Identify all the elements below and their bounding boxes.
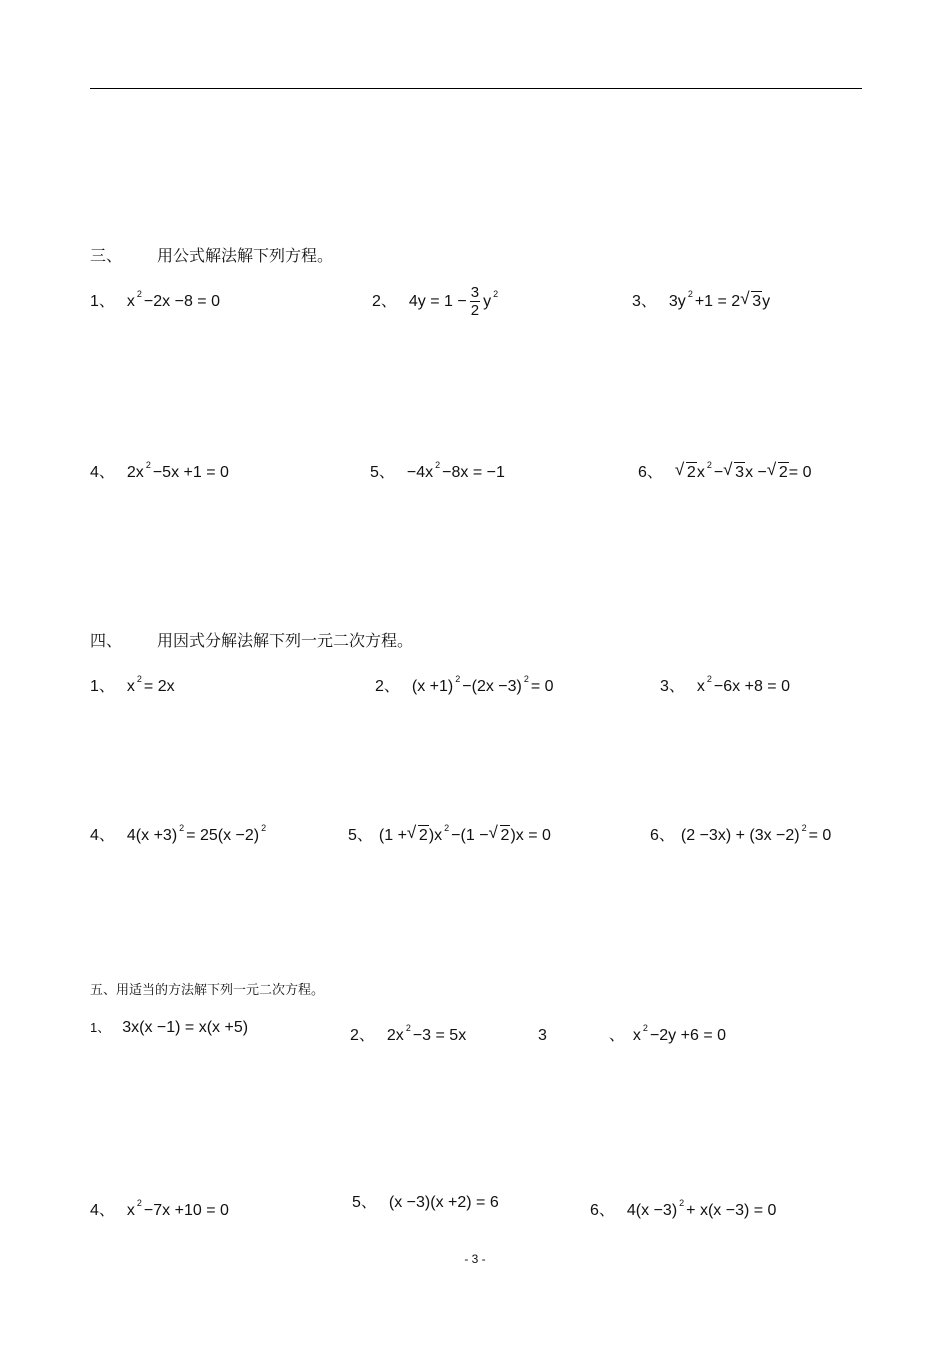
section-3-title: 用公式解法解下列方程。 [157,246,334,265]
s3-problem-5: 5、 −4x $^2$ −8x = −1 [370,460,505,481]
s4-p1-index: 1、 [90,678,115,695]
s4-p1-rest: = 2x [143,678,175,695]
s3-p3-term: 3y [668,293,686,310]
s5-p3-rest: −2y +6 = 0 [649,1027,726,1044]
s3-p6-sqrt-1 [676,462,697,483]
s4-problem-5: 5、 (1 +√ 2)x $^2$ −(1 −√ 2)x = 0 [348,818,551,846]
s3-p2-fraction [470,284,480,319]
s4-p5-sqrt-1 [408,825,429,846]
s5-p2-index: 2、 [350,1027,375,1044]
s4-p5-index: 5、 [348,827,373,844]
page-number: - 3 - [464,1252,486,1266]
s4-p6-rest: = 0 [808,827,832,844]
s4-p1-term: x [126,678,135,695]
s3-p6-sqrt-3 [768,462,789,483]
s3-p5-term: −4x [406,464,434,481]
s3-p2-term: 4y = 1 − [408,293,467,310]
s4-p3-rest: −6x +8 = 0 [713,678,790,695]
s3-p6-sqrt-2 [724,462,745,483]
s5-problem-5 [352,1193,499,1213]
s4-p6-index: 6、 [650,827,675,844]
s5-problem-1 [90,1018,248,1038]
s4-p5-mid-1: )x [428,827,443,844]
s3-problem-2: 2、 4y = 1 − $\frac{3}{2}$ y $^2$ [372,284,499,320]
s5-problem-2: 2、 2x $^2$ −3 = 5x [350,1023,467,1044]
s3-p6-mid: x − [745,464,767,481]
s3-p3-rest: y [762,293,771,310]
s3-p1-term: x [126,293,135,310]
s3-p4-rest: −5x +1 = 0 [152,464,229,481]
s4-problem-3: 3、 x $^2$ −6x +8 = 0 [660,674,790,695]
section-3-heading [90,243,333,266]
s4-p2-rest: = 0 [530,678,554,695]
s3-p4-index: 4、 [90,464,115,481]
s5-p6-index: 6、 [590,1202,615,1219]
s3-p4-term: 2x [126,464,144,481]
s4-p5-radicand-1: 2 [418,827,428,844]
s4-problem-1: 1、 x $^2$ = 2x [90,674,175,695]
s4-p5-term: (1 + [378,827,407,844]
s3-p2-rest: y [483,293,492,310]
s3-p6-term: x [696,464,705,481]
s3-p6-radicand-3: 2 [778,464,788,481]
s3-p1-index: 1、 [90,293,115,310]
s5-problem-6: 6、 4(x −3) $^2$ + x(x −3) = 0 [590,1198,777,1219]
s3-p5-index: 5、 [370,464,395,481]
s3-problem-4: 4、 2x $^2$ −5x +1 = 0 [90,460,229,481]
section-4-number: 四、 [90,631,123,650]
s4-p3-index: 3、 [660,678,685,695]
s5-p5-index: 5、 [352,1194,377,1211]
section-3-number: 三、 [90,246,123,265]
s4-p2-term: (x +1) [411,678,454,695]
s5-p2-rest: −3 = 5x [412,1027,467,1044]
s3-p6-radicand-2: 3 [735,464,745,481]
s4-p4-rest: = 25(x −2) [186,827,260,844]
s5-p3-index-mark: 、 [608,1027,625,1044]
s4-p6-term: (2 −3x) + (3x −2) [680,827,800,844]
s5-p1-index: 1、 [90,1020,111,1035]
s3-p6-minus: − [713,464,724,481]
section-4-heading [90,628,413,651]
s4-p5-rest: )x = 0 [510,827,551,844]
s4-problem-2: 2、 (x +1) $^2$ −(2x −3) $^2$ = 0 [375,674,554,695]
s5-p3-term: x [632,1027,641,1044]
s4-p2-index: 2、 [375,678,400,695]
s3-p6-radicand-1: 2 [686,464,696,481]
s4-p2-mid: −(2x −3) [462,678,522,695]
s3-p2-denominator: 2 [470,302,480,320]
header-rule [90,88,862,89]
s5-problem-3: 3 、 x $^2$ −2y +6 = 0 [538,1023,726,1044]
s4-p3-term: x [696,678,705,695]
s5-p4-term: x [126,1202,135,1219]
section-4-title: 用因式分解法解下列一元二次方程。 [157,631,414,650]
s3-p3-radicand: 3 [752,293,762,310]
s4-p5-radicand-2: 2 [500,827,510,844]
s3-p1-rest: −2x −8 = 0 [143,293,220,310]
s3-p3-sqrt [741,291,762,312]
s3-p6-index: 6、 [638,464,663,481]
s4-p5-mid-2: −(1 − [451,827,489,844]
s3-problem-1: 1、 x $^2$ −2x −8 = 0 [90,289,220,310]
s5-p6-rest: + x(x −3) = 0 [686,1202,777,1219]
s4-p5-sqrt-2 [490,825,511,846]
s5-p6-term: 4(x −3) [626,1202,678,1219]
s3-problem-3: 3、 3y $^2$ +1 = 2√ 3y [632,284,770,312]
s3-p2-numerator: 3 [470,284,480,302]
section-5-title: 五、用适当的方法解下列一元二次方程。 [90,983,325,998]
s4-p4-index: 4、 [90,827,115,844]
s4-p4-term: 4(x +3) [126,827,178,844]
s3-p6-rest: = 0 [788,464,812,481]
s3-p3-mid: +1 = 2 [694,293,741,310]
s5-p1-term: 3x(x −1) = x(x +5) [122,1019,249,1036]
s5-p3-index: 3 [538,1027,547,1044]
s3-p3-index: 3、 [632,293,657,310]
s3-p5-rest: −8x = −1 [442,464,505,481]
s3-p2-index: 2、 [372,293,397,310]
s4-problem-4: 4、 4(x +3) $^2$ = 25(x −2) $^2$ [90,823,267,844]
s5-p2-term: 2x [386,1027,404,1044]
s5-problem-4: 4、 x $^2$ −7x +10 = 0 [90,1198,229,1219]
s5-p5-term: (x −3)(x +2) = 6 [388,1194,499,1211]
s5-p4-rest: −7x +10 = 0 [143,1202,229,1219]
s3-problem-6: 6、√ 2x $^2$ −√ 3x −√ 2= 0 [638,455,811,483]
section-5-heading [90,979,324,998]
s5-p4-index: 4、 [90,1202,115,1219]
s4-problem-6: 6、 (2 −3x) + (3x −2) $^2$ = 0 [650,823,832,844]
